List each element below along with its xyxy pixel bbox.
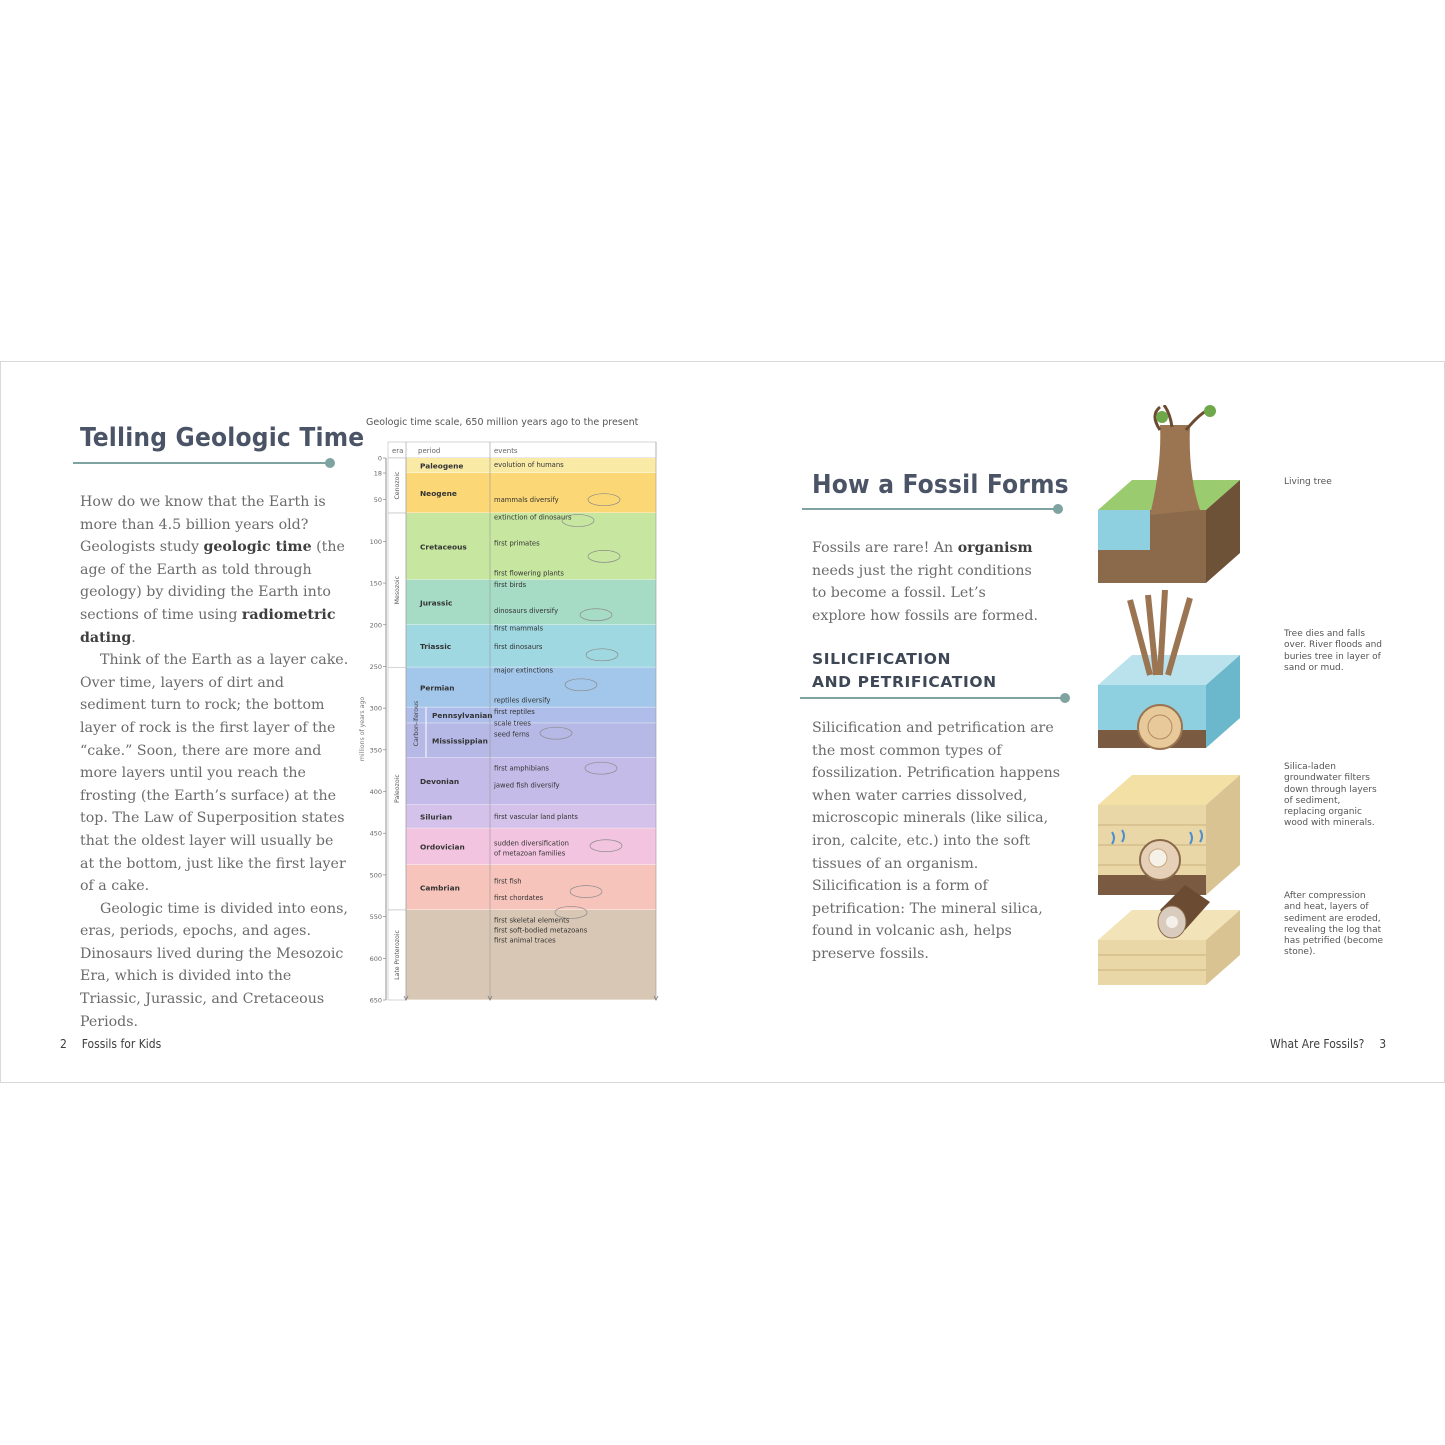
y-tick-label-0: 0 bbox=[377, 454, 382, 463]
caption-groundwater: Silica-laden groundwater filters down through layers of sediment, replacing organic wood with minerals. bbox=[1284, 762, 1377, 829]
chart-title: Geologic time scale, 650 million years ago to the present bbox=[366, 417, 639, 428]
left-paragraph-3 bbox=[80, 898, 350, 1034]
column-header-period: period bbox=[418, 447, 441, 455]
y-tick-label-100: 100 bbox=[369, 537, 382, 546]
left-paragraph-run-text-0: How do we know that the Earth is more than 4.5 billion years old? Geologists study bbox=[80, 494, 326, 556]
right-footer bbox=[1270, 1037, 1386, 1051]
y-tick-label-300: 300 bbox=[369, 704, 382, 713]
y-tick-label-18: 18 bbox=[373, 469, 382, 478]
period-label-pennsylvanian: Pennsylvanian bbox=[432, 711, 493, 721]
right-body-paragraph: Silicification and petrification are the most common types of fossilization. Petrification happens when water carries dissolved, microscopic minerals (like silica, iron, calcite, etc.) into the soft tissues of an organism. Silicification is a form of petrification: The mineral silica, found in volcanic ash, helps preserve fossils. bbox=[812, 720, 1061, 962]
event-label-3: first primates bbox=[494, 539, 540, 548]
block-living-tree bbox=[1098, 405, 1240, 583]
event-label-21: first skeletal elements bbox=[494, 916, 570, 925]
event-label-15: jawed fish diversify bbox=[494, 781, 560, 790]
y-axis-title: millions of years ago bbox=[359, 696, 366, 762]
right-intro-paragraph bbox=[812, 537, 1044, 627]
era-label-0: Cenozoic bbox=[394, 471, 401, 500]
left-paragraph-1 bbox=[80, 491, 350, 649]
left-footer-title: Fossils for Kids bbox=[81, 1037, 162, 1051]
fossil-formation-diagrams bbox=[1090, 405, 1250, 1000]
period-label-devonian: Devonian bbox=[420, 777, 460, 787]
right-title-rule bbox=[802, 508, 1058, 510]
period-label-triassic: Triassic bbox=[420, 642, 452, 652]
era-label-1: Mesozoic bbox=[394, 576, 401, 605]
y-tick-label-600: 600 bbox=[369, 954, 382, 963]
geologic-time-scale-chart bbox=[356, 438, 666, 1013]
caption-living-tree: Living tree bbox=[1284, 477, 1332, 487]
left-paragraph-run-text-4: . bbox=[131, 629, 136, 646]
y-tick-label-50: 50 bbox=[373, 496, 382, 505]
y-tick-label-500: 500 bbox=[369, 871, 382, 880]
era-label-3: Late Proterozoic bbox=[394, 930, 401, 980]
right-intro-run-term-1: organism bbox=[957, 540, 1033, 556]
left-page-title: Telling Geologic Time bbox=[80, 423, 365, 453]
period-label-silurian: Silurian bbox=[420, 812, 453, 822]
right-intro-run-text-0: Fossils are rare! An bbox=[812, 540, 958, 556]
event-label-4: first flowering plants bbox=[494, 569, 564, 578]
caption-tree-dies: Tree dies and falls over. River floods and buries tree in layer of sand or mud. bbox=[1284, 629, 1383, 673]
period-label-ordovician: Ordovician bbox=[420, 842, 465, 852]
event-label-9: major extinctions bbox=[494, 666, 554, 675]
event-label-17: sudden diversification bbox=[494, 839, 569, 848]
period-label-mississippian: Mississippian bbox=[432, 736, 488, 746]
event-label-12: scale trees bbox=[494, 719, 531, 728]
period-label-cretaceous: Cretaceous bbox=[420, 542, 467, 552]
left-paragraph-run-text-0: Think of the Earth as a layer cake. Over time, layers of dirt and sediment turn to rock; the bottom layer of rock is the first layer of the “cake.” Soon, there are more and more layers until you reach the frosting (the Earth’s surface) at the top. The Law of Superposition states that the oldest layer will usually be at the bottom, just like the first layer of a cake. bbox=[80, 652, 349, 895]
y-tick-label-250: 250 bbox=[369, 662, 382, 671]
event-label-1: mammals diversify bbox=[494, 496, 559, 505]
event-label-11: first reptiles bbox=[494, 707, 535, 716]
subhead-line-2: AND PETRIFICATION bbox=[812, 673, 997, 691]
period-label-jurassic: Jurassic bbox=[420, 598, 453, 608]
left-paragraph-run-term-1: geologic time bbox=[203, 539, 312, 556]
left-paragraph-2 bbox=[80, 649, 350, 898]
event-label-13: seed ferns bbox=[494, 730, 530, 739]
y-tick-label-200: 200 bbox=[369, 621, 382, 630]
caption-petrified: After compression and heat, layers of sediment are eroded, revealing the log that has petrified (become stone). bbox=[1284, 891, 1384, 958]
y-tick-label-400: 400 bbox=[369, 788, 382, 797]
left-body-text bbox=[80, 491, 350, 1033]
event-label-5: first birds bbox=[494, 581, 527, 590]
left-title-rule bbox=[73, 462, 330, 464]
right-page-title: How a Fossil Forms bbox=[812, 470, 1069, 500]
y-tick-label-450: 450 bbox=[369, 829, 382, 838]
column-header-era: era bbox=[392, 447, 404, 455]
right-intro-text bbox=[812, 537, 1044, 627]
event-label-10: reptiles diversify bbox=[494, 696, 551, 705]
event-label-0: evolution of humans bbox=[494, 461, 564, 470]
block-petrified-log bbox=[1098, 885, 1240, 985]
period-label-permian: Permian bbox=[420, 683, 455, 693]
left-paragraph-run-term-3: radiometric dating bbox=[80, 606, 336, 646]
y-tick-label-350: 350 bbox=[369, 746, 382, 755]
event-label-2: extinction of dinosaurs bbox=[494, 513, 572, 522]
y-tick-label-650: 650 bbox=[369, 996, 382, 1005]
right-footer-title: What Are Fossils? bbox=[1270, 1037, 1365, 1051]
event-label-19: first fish bbox=[494, 877, 522, 886]
event-label-14: first amphibians bbox=[494, 764, 549, 773]
carboniferous-label: Carbon-iferous bbox=[413, 700, 420, 747]
event-label-20: first chordates bbox=[494, 893, 544, 902]
era-label-2: Paleozoic bbox=[394, 774, 401, 803]
left-paragraph-run-text-0: Geologic time is divided into eons, eras, periods, epochs, and ages. Dinosaurs lived during the Mesozoic Era, which is divided into the Triassic, Jurassic, and Cretaceous Periods. bbox=[80, 900, 348, 1030]
event-label-6: dinosaurs diversify bbox=[494, 607, 559, 616]
period-label-neogene: Neogene bbox=[420, 489, 457, 499]
y-tick-label-150: 150 bbox=[369, 579, 382, 588]
subhead-rule bbox=[800, 697, 1065, 699]
subhead-silicification bbox=[812, 648, 997, 694]
block-buried-tree bbox=[1098, 590, 1240, 749]
right-intro-run-text-2: needs just the right conditions to become a fossil. Let’s explore how fossils are formed. bbox=[812, 562, 1038, 624]
event-label-7: first mammals bbox=[494, 624, 544, 633]
y-tick-label-550: 550 bbox=[369, 913, 382, 922]
event-label-23: first animal traces bbox=[494, 936, 556, 945]
event-label-16: first vascular land plants bbox=[494, 813, 578, 822]
period-label-paleogene: Paleogene bbox=[420, 461, 464, 471]
right-page-number: 3 bbox=[1379, 1037, 1387, 1051]
event-label-22: first soft-bodied metazoans bbox=[494, 926, 588, 935]
column-header-events: events bbox=[494, 447, 518, 455]
left-page-number: 2 bbox=[60, 1037, 67, 1051]
block-groundwater bbox=[1098, 775, 1240, 895]
event-label-8: first dinosaurs bbox=[494, 642, 543, 651]
event-label-18: of metazoan families bbox=[494, 849, 566, 858]
period-label-cambrian: Cambrian bbox=[420, 883, 460, 893]
left-footer bbox=[60, 1037, 161, 1051]
left-paragraph-run-text-2: (the age of the Earth as told through geology) by dividing the Earth into sections of time using bbox=[80, 539, 345, 623]
subhead-line-1: SILICIFICATION bbox=[812, 650, 952, 668]
right-body-text bbox=[812, 717, 1064, 966]
